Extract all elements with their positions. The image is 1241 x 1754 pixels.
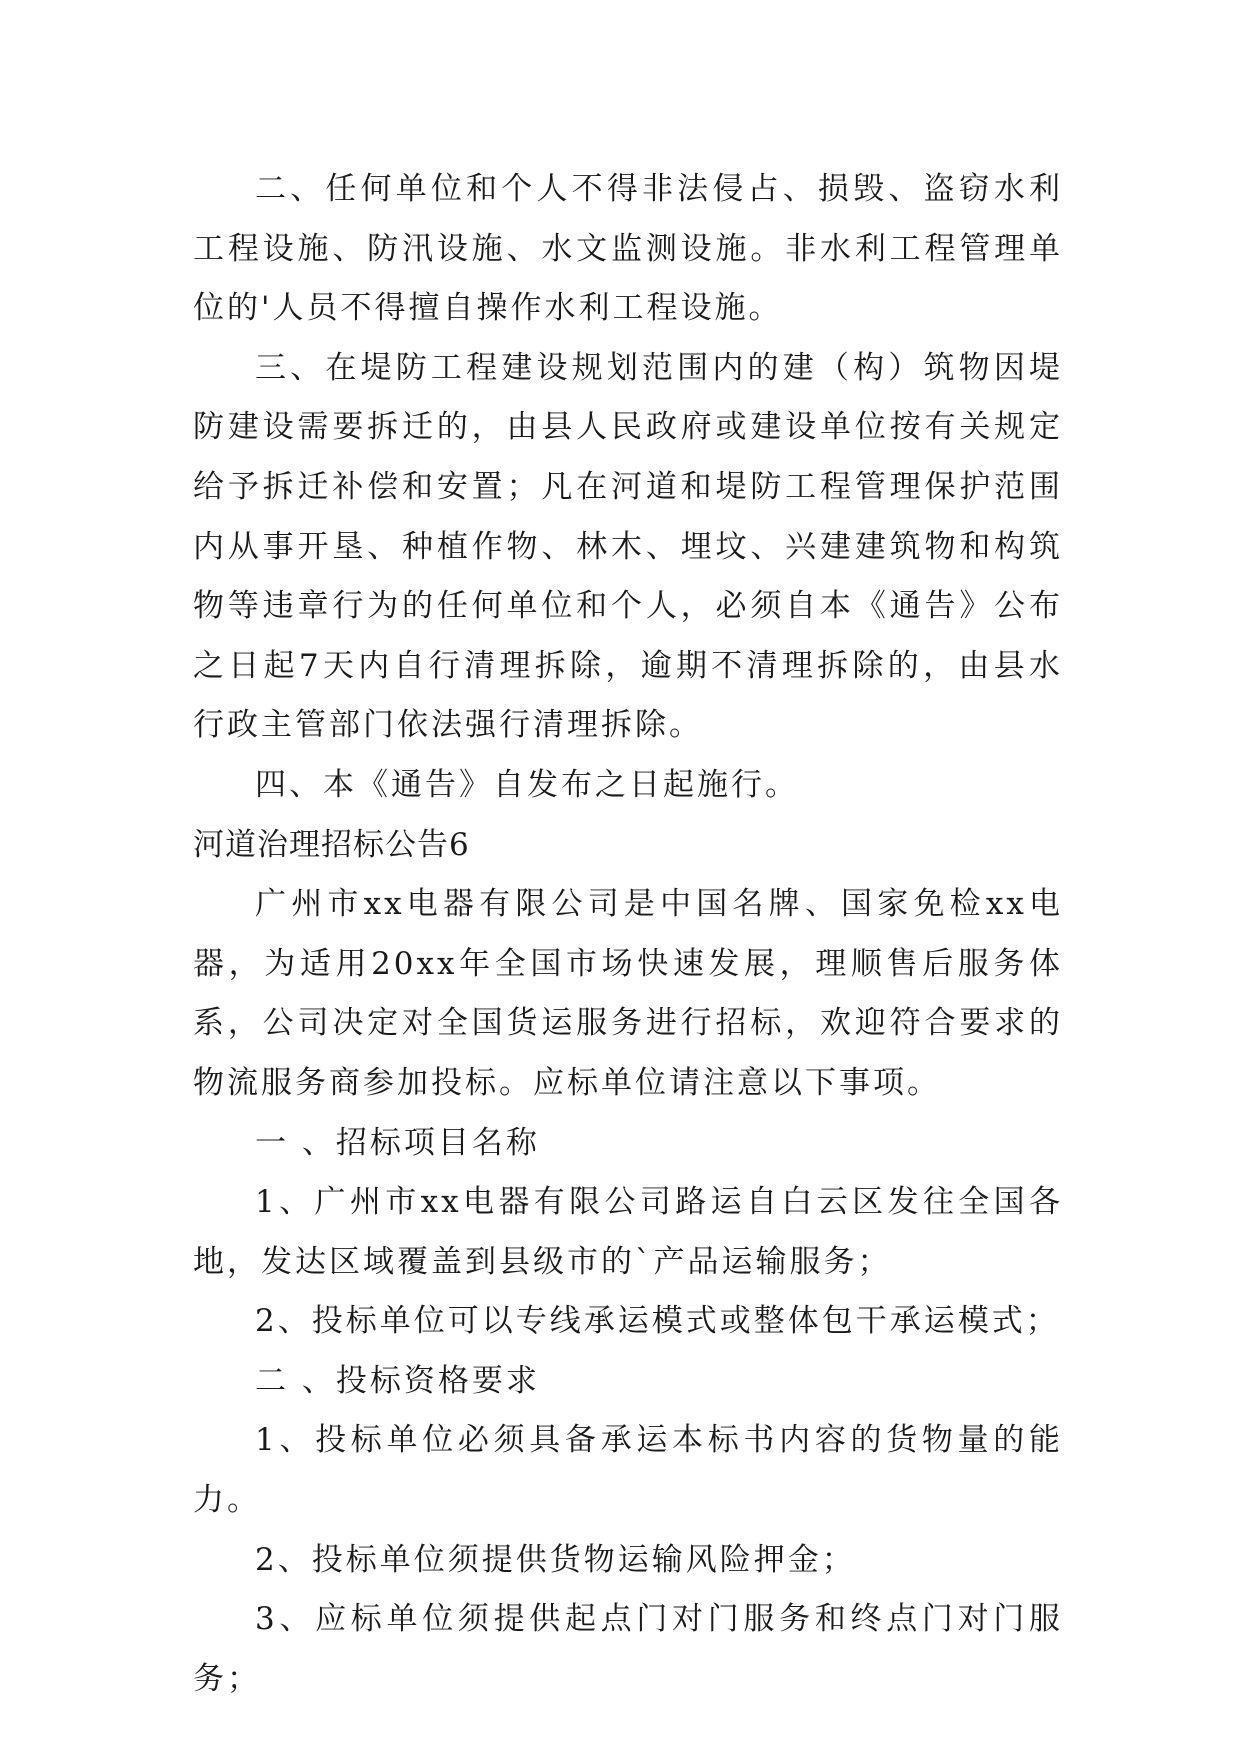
list-item: 3、应标单位须提供起点门对门服务和终点门对门服务； [193, 1601, 1063, 1697]
list-item: 2、投标单位须提供货物运输风险押金； [255, 1541, 856, 1578]
paragraph-item-3: 三、在堤防工程建设规划范围内的建（构）筑物因堤防建设需要拆迁的，由县人民政府或建设单位按有关规定给予拆迁补偿和安置；凡在河道和堤防工程管理保护范围内从事开垦、种植作物、林木、埋坟、兴建建筑物和构筑物等违章行为的任何单位和个人，必须自本《通告》公布之日起7天内自行清理拆除，逾期不清理拆除的，由县水行政主管部门依法强行清理拆除。 [193, 349, 1063, 744]
section-title-qualification: 二 、投标资格要求 [255, 1362, 540, 1399]
section-heading: 河道治理招标公告6 [193, 826, 470, 863]
paragraph-item-4: 四、本《通告》自发布之日起施行。 [255, 766, 799, 803]
intro-paragraph: 广州市xx电器有限公司是中国名牌、国家免检xx电器，为适用20xx年全国市场快速发展，理顺售后服务体系，公司决定对全国货运服务进行招标，欢迎符合要求的物流服务商参加投标。应标单位请注意以下事项。 [193, 886, 1063, 1101]
list-item: 2、投标单位可以专线承运模式或整体包干承运模式； [255, 1303, 1060, 1340]
paragraph-item-2: 二、任何单位和个人不得非法侵占、损毁、盗窃水利工程设施、防汛设施、水文监测设施。非水利工程管理单位的'人员不得擅自操作水利工程设施。 [193, 171, 1063, 327]
section-title-project-name: 一 、招标项目名称 [255, 1124, 540, 1161]
document-body [193, 160, 1063, 1709]
list-item: 1、投标单位必须具备承运本标书内容的货物量的能力。 [193, 1422, 1063, 1519]
list-item: 1、广州市xx电器有限公司路运自白云区发往全国各地，发达区域覆盖到县级市的`产品运输服务； [193, 1184, 1063, 1280]
